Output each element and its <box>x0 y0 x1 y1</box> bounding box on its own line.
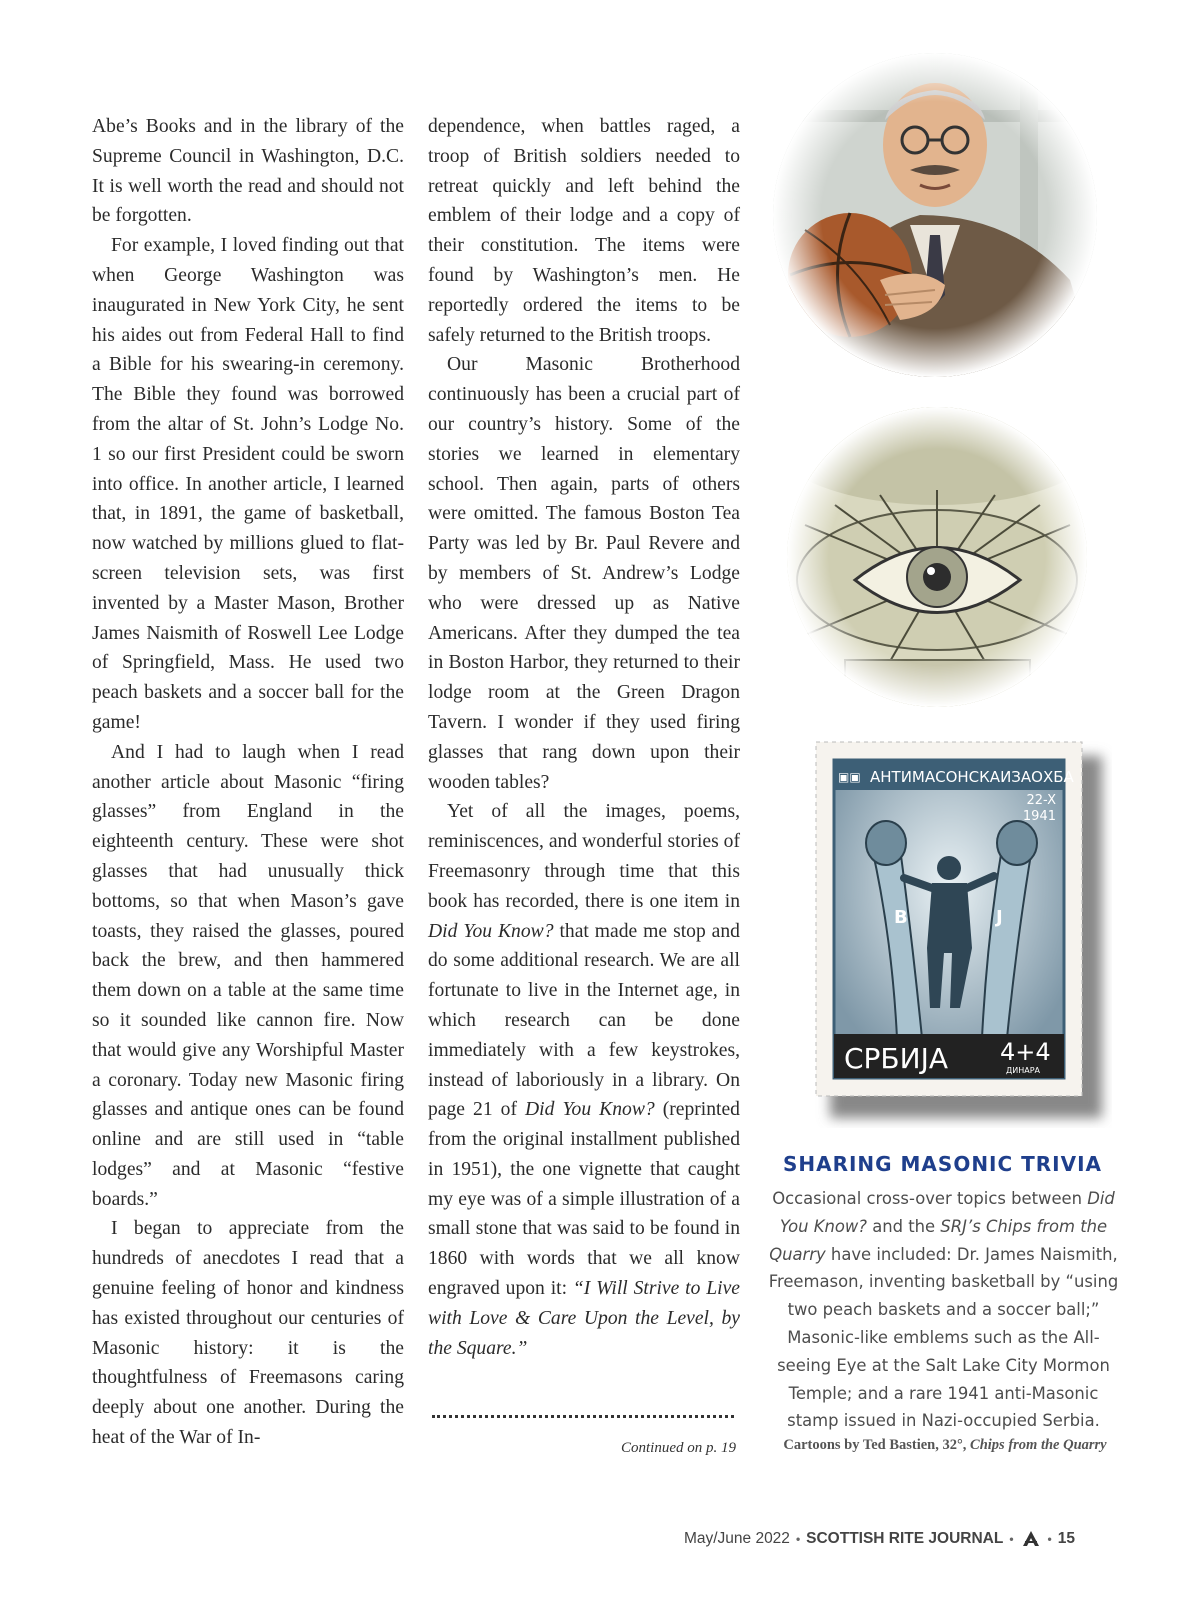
continued-note: Continued on p. 19 <box>621 1440 736 1456</box>
stamp-corner-glyphs: ▣▣ <box>838 770 861 784</box>
book-title: Did You Know? <box>525 1099 655 1121</box>
separator: • <box>795 1532 801 1546</box>
sidebar-caption <box>765 1185 1122 1435</box>
text-run: that made me stop and do some additional research. We are all fortunate to live in the Internet age, in which research can be done immediately with a few keystrokes, instead of laboriously in a library. On page 21 of <box>428 920 740 1121</box>
article-paragraph: And I had to laugh when I read another article about Masonic “firing glasses” from England in the eighteenth century. These were shot glasses that had unusually thick bottoms, so that when Mason’s gave toasts, they raised the glasses, poured back the brew, and then hammered them down on a table at the same time so it sounded like cannon fire. Now that would give any Worshipful Master a coronary. Today new Masonic firing glasses and antique ones can be found online and are still used in “table lodges” and at Masonic “festive boards.” <box>92 741 404 1210</box>
stamp-header: АНТИМАСОНСКАИЗАОХБА <box>870 768 1074 786</box>
stamp-value: 4+4 <box>1000 1038 1051 1066</box>
stamp-currency: ДИНАРА <box>1006 1066 1041 1075</box>
text-run: and the <box>866 1216 941 1236</box>
stamp-date: 22-X <box>1026 793 1056 808</box>
text-run: have included: Dr. James Naismith, Freemason, inventing basketball by “using two peach baskets and a soccer ball;” Masonic-like emblems such as the All-seeing Eye at the Salt Lake City Mormon Temple; and a rare 1941 anti-Masonic stamp issued in Nazi-occupied Serbia. <box>768 1244 1119 1431</box>
text-run: Occasional cross-over topics between <box>772 1189 1088 1208</box>
page-number: 15 <box>1057 1530 1075 1547</box>
dotted-divider <box>432 1415 734 1418</box>
article-paragraph: Our Masonic Brotherhood continuously has been a crucial part of our country’s history. Some of the stories we learned in elementary school. Then again, parts of others were omitted. The famous Boston Tea Party was led by Br. Paul Revere and by members of St. Andrew’s Lodge who were dressed up as Native Americans. After they dumped the tea in Boston Harbor, they returned to their lodge room at the Green Dragon Tavern. I wonder if they used firing glasses that rang down upon their wooden tables? <box>428 354 740 793</box>
text-run: Yet of all the images, poems, reminiscences, and wonderful stories of Freemasonry through time that this book has recorded, there is one item in <box>428 801 740 912</box>
separator: • <box>1009 1532 1014 1546</box>
anti-masonic-stamp-illustration <box>812 738 1112 1128</box>
stamp-letter-j: J <box>996 907 1003 928</box>
naismith-basketball-illustration <box>770 50 1100 380</box>
column-title: SRJ’s Chips from the Quarry <box>769 1216 1108 1264</box>
sidebar-title: SHARING MASONIC TRIVIA <box>782 1152 1103 1176</box>
article-paragraph: dependence, when battles raged, a troop of British soldiers needed to retreat quickly and left behind the emblem of their lodge and a copy of their constitution. The items were found by Washington’s men. He reportedly ordered the items to be safely returned to the British troops. <box>428 116 740 346</box>
stamp-letter-b: B <box>894 907 908 928</box>
page-footer <box>684 1530 1075 1548</box>
all-seeing-eye-illustration <box>785 405 1090 710</box>
separator: • <box>1047 1532 1052 1546</box>
engraved-quote: “I Will Strive to Live with Love & Care Upon the Level, by the Square.” <box>428 1278 740 1359</box>
journal-name: SCOTTISH RITE JOURNAL <box>806 1530 1004 1547</box>
credit-source: Chips from the Quarry <box>970 1437 1107 1453</box>
book-title: Did You Know? <box>428 920 554 942</box>
double-eagle-icon <box>1020 1530 1042 1548</box>
article-paragraph: I began to appreciate from the hundreds of anecdotes I read that a genuine feeling of honor and kindness has existed throughout our centuries of Masonic history: it is the thoughtfulness of Freemasons caring deeply about one another. During the heat of the War of In- <box>92 1218 404 1449</box>
cartoon-credit <box>765 1437 1125 1454</box>
article-column-2 <box>428 112 740 1363</box>
issue-date: May/June 2022 <box>683 1530 790 1547</box>
article-column-1 <box>92 112 404 1453</box>
book-title: Did You Know? <box>779 1189 1115 1236</box>
article-paragraph: For example, I loved finding out that when George Washington was inaugurated in New York City, he sent his aides out from Federal Hall to find a Bible for his swearing-in ceremony. The Bible they found was borrowed from the altar of St. John’s Lodge No. 1 so our first President could be sworn into office. In another article, I learned that, in 1891, the game of basketball, now watched by millions glued to flat-screen television sets, was first invented by a Master Mason, Brother James Naismith of Roswell Lee Lodge of Springfield, Mass. He used two peach baskets and a soccer ball for the game! <box>92 235 404 733</box>
credit-text: Cartoons by Ted Bastien, 32°, <box>783 1437 971 1453</box>
stamp-year: 1941 <box>1022 809 1056 824</box>
article-paragraph <box>428 797 740 1363</box>
stamp-country: СРБИЈА <box>844 1042 949 1075</box>
text-run: (reprinted from the original installment published in 1951), the one vignette that caught my eye was of a simple illustration of a small stone that was said to be found in 1860 with words that we all know engraved upon it: <box>428 1099 740 1300</box>
article-paragraph: Abe’s Books and in the library of the Supreme Council in Washington, D.C. It is well worth the read and should not be forgotten. <box>92 116 404 227</box>
